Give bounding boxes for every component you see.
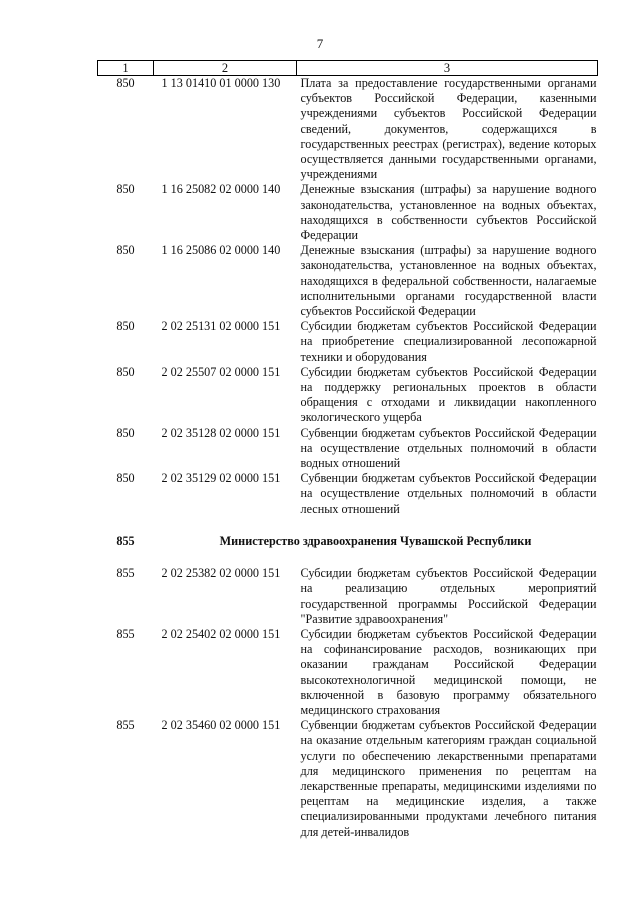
header-col-3: 3 <box>297 61 598 76</box>
page-number: 7 <box>316 36 324 51</box>
revenue-code: 1 13 01410 01 0000 130 <box>161 76 281 90</box>
table-header-row <box>98 61 598 76</box>
revenue-description: Денежные взыскания (штрафы) за нарушение водного законодательства, установленное на водных объектах, находящихся в федеральной собственности, налагаемые исполнительными органами государственной власти субъектов Российской Федерации <box>300 243 597 319</box>
table-row <box>98 471 598 517</box>
table-row <box>98 365 598 426</box>
revenue-code: 2 02 35129 02 0000 151 <box>161 471 281 486</box>
header-col-1: 1 <box>98 61 154 76</box>
admin-code: 855 <box>116 718 135 733</box>
revenue-code: 2 02 35128 02 0000 151 <box>161 425 281 440</box>
revenue-description: Субсидии бюджетам субъектов Российской Федерации на приобретение специализированной лесопожарной техники и оборудования <box>300 319 597 364</box>
admin-code: 850 <box>116 364 135 379</box>
revenue-description: Субсидии бюджетам субъектов Российской Федерации на поддержку региональных проектов в области обращения с отходами и ликвидации накопленного экологического ущерба <box>300 364 597 425</box>
revenue-description: Плата за предоставление государственными органами субъектов Российской Федерации, казенными учреждениями субъектов Российской Федерации сведений, документов, содержащихся в государственных реестрах (регистрах), ведение которых осуществляется данными государственными органами, учреждениями <box>300 76 597 182</box>
admin-code: 850 <box>116 76 135 90</box>
revenue-description: Субвенции бюджетам субъектов Российской Федерации на осуществление отдельных полномочий в области водных отношений <box>300 425 597 471</box>
table-row <box>98 718 598 840</box>
revenue-code: 2 02 25507 02 0000 151 <box>161 364 281 379</box>
table-row <box>98 319 598 365</box>
revenue-code: 2 02 25382 02 0000 151 <box>161 566 281 581</box>
table-row <box>98 182 598 243</box>
admin-code: 850 <box>116 425 135 440</box>
revenue-code: 2 02 25131 02 0000 151 <box>161 319 281 334</box>
header-col-2: 2 <box>154 61 297 76</box>
revenue-description: Субсидии бюджетам субъектов Российской Федерации на софинансирование расходов, возникающих при оказании гражданам Российской Федерации высокотехнологичной медицинской помощи, не включенной в базовую программу обязательного медицинского страхования <box>300 626 597 717</box>
table-row <box>98 627 598 718</box>
table-row <box>98 76 598 183</box>
revenue-description: Субсидии бюджетам субъектов Российской Федерации на реализацию отдельных мероприятий государственной программы Российской Федерации "Развитие здравоохранения" <box>300 566 597 626</box>
section-title: Министерство здравоохранения Чувашской Республики <box>219 533 532 548</box>
admin-code: 850 <box>116 243 135 258</box>
table-row <box>98 243 598 319</box>
revenue-description: Субвенции бюджетам субъектов Российской Федерации на осуществление отдельных полномочий в области лесных отношений <box>300 471 597 516</box>
revenue-description: Субвенции бюджетам субъектов Российской Федерации на оказание отдельным категориям граждан социальной услуги по обеспечению лекарственными препаратами для медицинского применения по рецептам на лекарственные препараты, медицинскими изделиями по рецептам на медицинские изделия, а также специализированными продуктами лечебного питания для детей-инвалидов <box>300 718 597 839</box>
admin-code: 850 <box>116 471 135 486</box>
section-code: 855 <box>116 533 135 548</box>
revenue-code-table <box>97 60 597 840</box>
admin-code: 855 <box>116 626 135 641</box>
revenue-code: 1 16 25086 02 0000 140 <box>161 243 281 258</box>
table-row <box>98 566 598 627</box>
admin-code: 855 <box>116 566 135 581</box>
revenue-code: 2 02 25402 02 0000 151 <box>161 626 281 641</box>
table-row <box>98 426 598 472</box>
revenue-code: 2 02 35460 02 0000 151 <box>161 718 281 733</box>
admin-code: 850 <box>116 319 135 334</box>
admin-code: 850 <box>116 182 135 197</box>
revenue-description: Денежные взыскания (штрафы) за нарушение водного законодательства, установленное на водных объектах, находящихся в собственности субъектов Российской Федерации <box>300 182 597 243</box>
section-row <box>98 517 598 566</box>
revenue-code: 1 16 25082 02 0000 140 <box>161 182 281 197</box>
